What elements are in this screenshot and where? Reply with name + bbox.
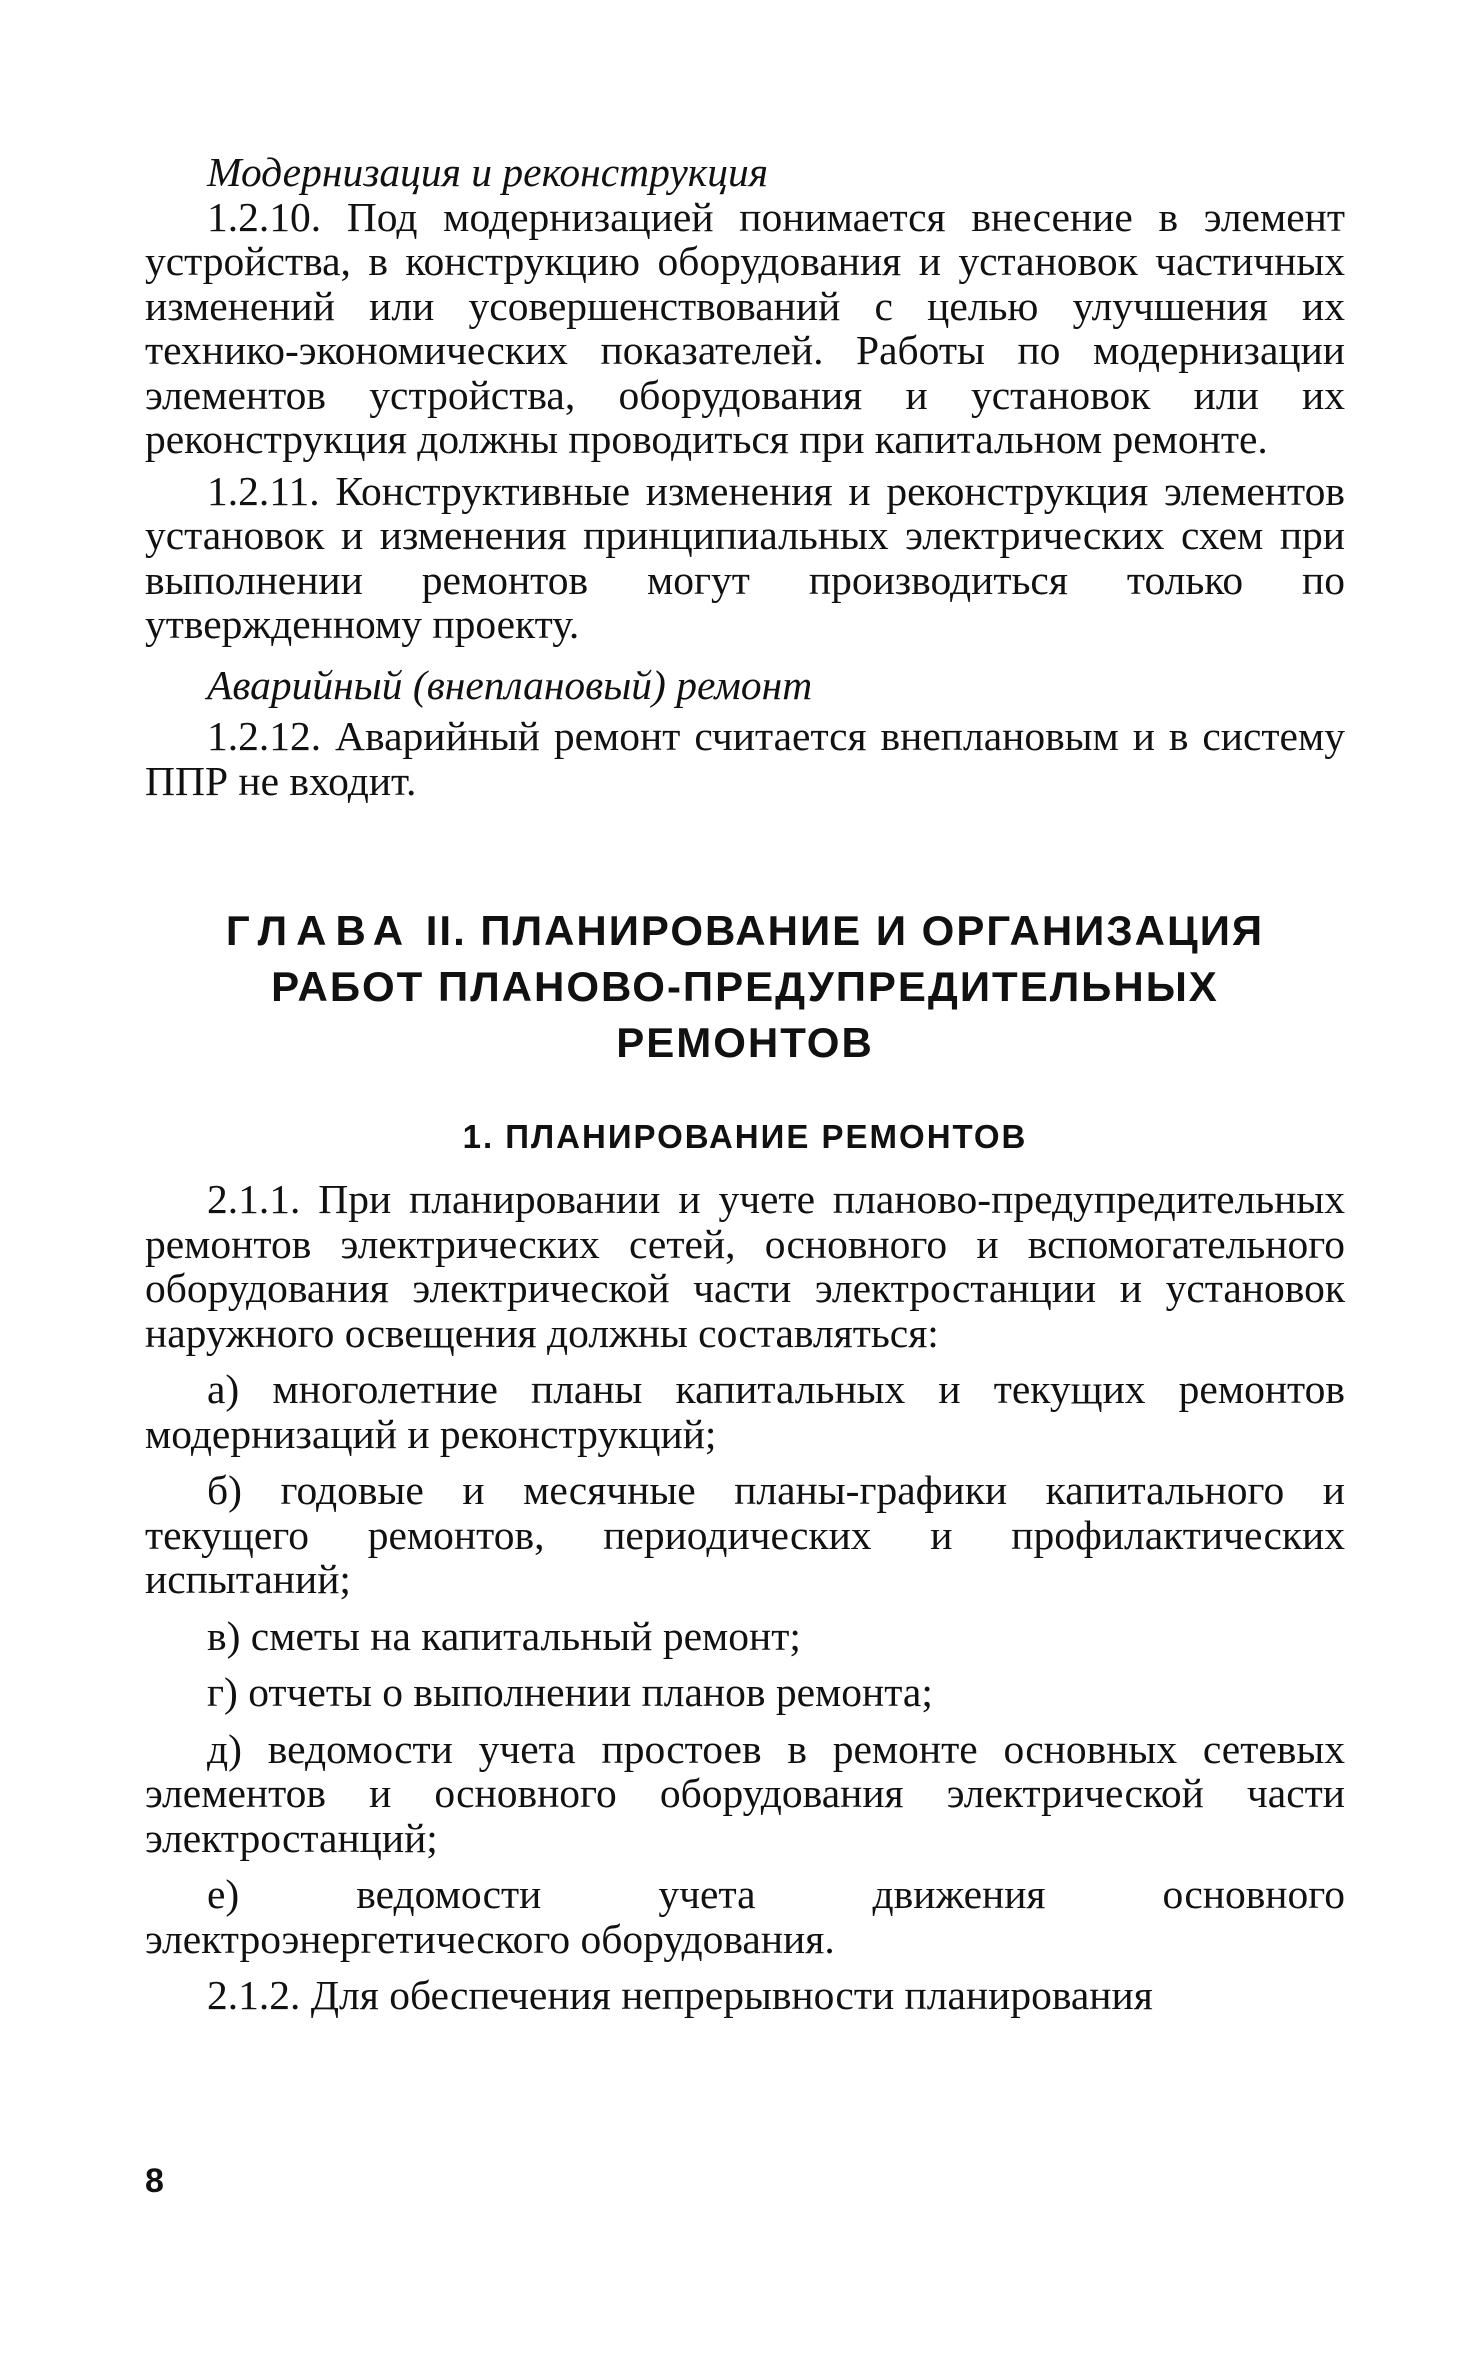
modernization-text <box>145 195 1345 647</box>
list-item: в) сметы на капитальный ремонт; <box>207 1612 801 1659</box>
paragraph-2-1-1: 2.1.1. При планировании и учете планово-предупредительных ремонтов электрических сетей, основного и вспомогательного оборудования электрической части электростанции и установок наружного освещения должны составляться: <box>145 1176 1345 1356</box>
chapter-title-line-1 <box>145 903 1345 959</box>
page-number: 8 <box>145 2162 164 2200</box>
chapter-title-rest: II. ПЛАНИРОВАНИЕ И ОРГАНИЗАЦИЯ <box>425 907 1265 954</box>
paragraph-1-2-11: 1.2.11. Конструктивные изменения и реконструкция элементов установок и изменения принципиальных электрических схем при выполнении ремонтов могут производиться только по утвержденному проекту. <box>145 467 1345 647</box>
paragraph-1-2-12: 1.2.12. Аварийный ремонт считается внеплановым и в систему ППР не входит. <box>145 713 1345 804</box>
emergency-text <box>145 714 1345 803</box>
modernization-heading: Модернизация и реконструкция <box>207 149 768 195</box>
list-item: г) отчеты о выполнении планов ремонта; <box>207 1669 933 1715</box>
page-content <box>145 150 1345 2018</box>
list-item: д) ведомости учета простоев в ремонте основных сетевых элементов и основного оборудования электрической части электростанций; <box>145 1725 1345 1861</box>
list-item: а) многолетние планы капитальных и текущих ремонтов модернизаций и реконструкций; <box>145 1366 1345 1457</box>
section-title: 1. ПЛАНИРОВАНИЕ РЕМОНТОВ <box>462 1118 1028 1155</box>
chapter-title-line-3: РЕМОНТОВ <box>616 1019 874 1066</box>
paragraph-2-1-2: 2.1.2. Для обеспечения непрерывности планирования <box>207 1972 1153 2018</box>
emergency-heading: Аварийный (внеплановый) ремонт <box>207 661 813 708</box>
chapter-title-line-2: РАБОТ ПЛАНОВО-ПРЕДУПРЕДИТЕЛЬНЫХ <box>271 963 1219 1010</box>
list-item: б) годовые и месячные планы-графики капитального и текущего ремонтов, периодических и профилактических испытаний; <box>145 1467 1345 1602</box>
list-item: е) ведомости учета движения основного электроэнергетического оборудования. <box>145 1871 1345 1962</box>
planning-text <box>145 1177 1345 2018</box>
paragraph-1-2-10: 1.2.10. Под модернизацией понимается внесение в элемент устройства, в конструкцию оборудования и установок частичных изменений или усовершенствований с целью улучшения их технико-экономических показателей. Работы по модернизации элементов устройства, оборудования и установок или их реконструкция должны проводиться при капитальном ремонте. <box>145 193 1345 462</box>
chapter-prefix: ГЛАВА <box>225 907 413 954</box>
